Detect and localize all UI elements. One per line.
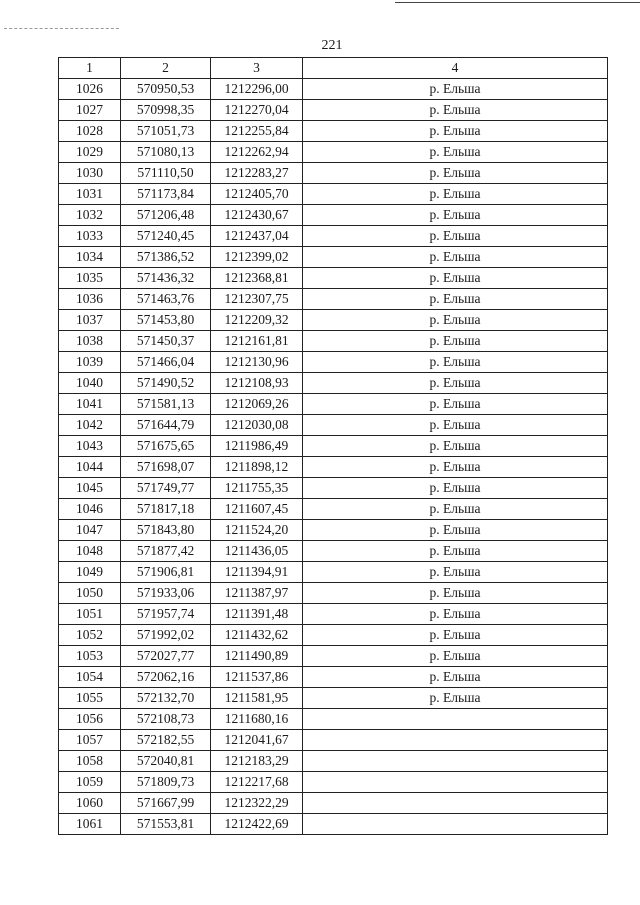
point-number-cell: 1036 — [59, 289, 121, 310]
table-row — [59, 226, 608, 247]
y-coordinate-cell: 1211537,86 — [211, 667, 303, 688]
x-coordinate-cell: 571173,84 — [121, 184, 211, 205]
x-coordinate-cell: 571809,73 — [121, 772, 211, 793]
y-coordinate-cell: 1212283,27 — [211, 163, 303, 184]
point-number-cell: 1042 — [59, 415, 121, 436]
x-coordinate-cell: 571490,52 — [121, 373, 211, 394]
y-coordinate-cell: 1211986,49 — [211, 436, 303, 457]
y-coordinate-cell: 1211490,89 — [211, 646, 303, 667]
description-cell — [303, 814, 608, 835]
point-number-cell: 1030 — [59, 163, 121, 184]
y-coordinate-cell: 1211436,05 — [211, 541, 303, 562]
table-row — [59, 436, 608, 457]
y-coordinate-cell: 1212399,02 — [211, 247, 303, 268]
description-cell: р. Ельша — [303, 142, 608, 163]
table-row — [59, 205, 608, 226]
description-cell: р. Ельша — [303, 226, 608, 247]
y-coordinate-cell: 1212041,67 — [211, 730, 303, 751]
point-number-cell: 1061 — [59, 814, 121, 835]
y-coordinate-cell: 1212307,75 — [211, 289, 303, 310]
y-coordinate-cell: 1212161,81 — [211, 331, 303, 352]
point-number-cell: 1052 — [59, 625, 121, 646]
table-row — [59, 793, 608, 814]
x-coordinate-cell: 571080,13 — [121, 142, 211, 163]
point-number-cell: 1050 — [59, 583, 121, 604]
x-coordinate-cell: 571698,07 — [121, 457, 211, 478]
point-number-cell: 1046 — [59, 499, 121, 520]
y-coordinate-cell: 1212270,04 — [211, 100, 303, 121]
y-coordinate-cell: 1212255,84 — [211, 121, 303, 142]
table-row — [59, 415, 608, 436]
description-cell: р. Ельша — [303, 478, 608, 499]
point-number-cell: 1055 — [59, 688, 121, 709]
point-number-cell: 1047 — [59, 520, 121, 541]
description-cell: р. Ельша — [303, 352, 608, 373]
point-number-cell: 1029 — [59, 142, 121, 163]
description-cell: р. Ельша — [303, 205, 608, 226]
table-row — [59, 394, 608, 415]
table-row — [59, 142, 608, 163]
description-cell — [303, 730, 608, 751]
x-coordinate-cell: 571240,45 — [121, 226, 211, 247]
x-coordinate-cell: 571581,13 — [121, 394, 211, 415]
point-number-cell: 1040 — [59, 373, 121, 394]
table-row — [59, 562, 608, 583]
description-cell: р. Ельша — [303, 520, 608, 541]
x-coordinate-cell: 571957,74 — [121, 604, 211, 625]
x-coordinate-cell: 572132,70 — [121, 688, 211, 709]
table-row — [59, 625, 608, 646]
point-number-cell: 1033 — [59, 226, 121, 247]
description-cell: р. Ельша — [303, 604, 608, 625]
description-cell: р. Ельша — [303, 100, 608, 121]
table-row — [59, 457, 608, 478]
table-row — [59, 184, 608, 205]
y-coordinate-cell: 1212322,29 — [211, 793, 303, 814]
y-coordinate-cell: 1212368,81 — [211, 268, 303, 289]
description-cell: р. Ельша — [303, 163, 608, 184]
x-coordinate-cell: 571675,65 — [121, 436, 211, 457]
description-cell: р. Ельша — [303, 373, 608, 394]
x-coordinate-cell: 571110,50 — [121, 163, 211, 184]
x-coordinate-cell: 571933,06 — [121, 583, 211, 604]
description-cell — [303, 793, 608, 814]
y-coordinate-cell: 1211755,35 — [211, 478, 303, 499]
table-row — [59, 352, 608, 373]
point-number-cell: 1044 — [59, 457, 121, 478]
description-cell: р. Ельша — [303, 499, 608, 520]
description-cell: р. Ельша — [303, 562, 608, 583]
point-number-cell: 1054 — [59, 667, 121, 688]
x-coordinate-cell: 571843,80 — [121, 520, 211, 541]
point-number-cell: 1037 — [59, 310, 121, 331]
description-cell — [303, 751, 608, 772]
table-row — [59, 667, 608, 688]
x-coordinate-cell: 571436,32 — [121, 268, 211, 289]
point-number-cell: 1038 — [59, 331, 121, 352]
coordinates-table — [58, 57, 608, 835]
point-number-cell: 1034 — [59, 247, 121, 268]
y-coordinate-cell: 1211898,12 — [211, 457, 303, 478]
x-coordinate-cell: 571463,76 — [121, 289, 211, 310]
top-rule — [395, 2, 640, 3]
y-coordinate-cell: 1211581,95 — [211, 688, 303, 709]
y-coordinate-cell: 1211391,48 — [211, 604, 303, 625]
y-coordinate-cell: 1212108,93 — [211, 373, 303, 394]
table-row — [59, 604, 608, 625]
point-number-cell: 1041 — [59, 394, 121, 415]
point-number-cell: 1032 — [59, 205, 121, 226]
y-coordinate-cell: 1212209,32 — [211, 310, 303, 331]
table-row — [59, 478, 608, 499]
table-row — [59, 79, 608, 100]
table-row — [59, 709, 608, 730]
x-coordinate-cell: 572062,16 — [121, 667, 211, 688]
description-cell: р. Ельша — [303, 667, 608, 688]
table-row — [59, 289, 608, 310]
table-row — [59, 331, 608, 352]
x-coordinate-cell: 571453,80 — [121, 310, 211, 331]
column-header-y: 3 — [211, 58, 303, 79]
page-number: 221 — [321, 38, 343, 53]
x-coordinate-cell: 571644,79 — [121, 415, 211, 436]
x-coordinate-cell: 572027,77 — [121, 646, 211, 667]
table-row — [59, 121, 608, 142]
description-cell: р. Ельша — [303, 625, 608, 646]
column-header-x: 2 — [121, 58, 211, 79]
description-cell: р. Ельша — [303, 394, 608, 415]
description-cell: р. Ельша — [303, 121, 608, 142]
y-coordinate-cell: 1212262,94 — [211, 142, 303, 163]
point-number-cell: 1027 — [59, 100, 121, 121]
x-coordinate-cell: 571051,73 — [121, 121, 211, 142]
table-row — [59, 730, 608, 751]
table-row — [59, 100, 608, 121]
description-cell: р. Ельша — [303, 436, 608, 457]
table-row — [59, 520, 608, 541]
description-cell: р. Ельша — [303, 79, 608, 100]
y-coordinate-cell: 1211607,45 — [211, 499, 303, 520]
point-number-cell: 1059 — [59, 772, 121, 793]
x-coordinate-cell: 571749,77 — [121, 478, 211, 499]
description-cell: р. Ельша — [303, 184, 608, 205]
x-coordinate-cell: 571553,81 — [121, 814, 211, 835]
point-number-cell: 1045 — [59, 478, 121, 499]
y-coordinate-cell: 1211524,20 — [211, 520, 303, 541]
point-number-cell: 1051 — [59, 604, 121, 625]
y-coordinate-cell: 1212405,70 — [211, 184, 303, 205]
table-row — [59, 247, 608, 268]
table-row — [59, 268, 608, 289]
table-row — [59, 772, 608, 793]
description-cell: р. Ельша — [303, 415, 608, 436]
y-coordinate-cell: 1211394,91 — [211, 562, 303, 583]
y-coordinate-cell: 1211432,62 — [211, 625, 303, 646]
table-row — [59, 583, 608, 604]
point-number-cell: 1028 — [59, 121, 121, 142]
table-row — [59, 541, 608, 562]
point-number-cell: 1053 — [59, 646, 121, 667]
description-cell: р. Ельша — [303, 583, 608, 604]
point-number-cell: 1039 — [59, 352, 121, 373]
y-coordinate-cell: 1212430,67 — [211, 205, 303, 226]
x-coordinate-cell: 571450,37 — [121, 331, 211, 352]
corner-mark — [4, 28, 119, 29]
y-coordinate-cell: 1212069,26 — [211, 394, 303, 415]
description-cell: р. Ельша — [303, 646, 608, 667]
column-header-number: 1 — [59, 58, 121, 79]
description-cell: р. Ельша — [303, 310, 608, 331]
y-coordinate-cell: 1212296,00 — [211, 79, 303, 100]
description-cell: р. Ельша — [303, 541, 608, 562]
x-coordinate-cell: 571817,18 — [121, 499, 211, 520]
x-coordinate-cell: 570950,53 — [121, 79, 211, 100]
y-coordinate-cell: 1212030,08 — [211, 415, 303, 436]
column-header-description: 4 — [303, 58, 608, 79]
point-number-cell: 1049 — [59, 562, 121, 583]
point-number-cell: 1035 — [59, 268, 121, 289]
point-number-cell: 1056 — [59, 709, 121, 730]
description-cell — [303, 772, 608, 793]
description-cell — [303, 709, 608, 730]
description-cell: р. Ельша — [303, 457, 608, 478]
x-coordinate-cell: 570998,35 — [121, 100, 211, 121]
y-coordinate-cell: 1212130,96 — [211, 352, 303, 373]
table-row — [59, 373, 608, 394]
y-coordinate-cell: 1212437,04 — [211, 226, 303, 247]
point-number-cell: 1048 — [59, 541, 121, 562]
x-coordinate-cell: 571466,04 — [121, 352, 211, 373]
x-coordinate-cell: 572040,81 — [121, 751, 211, 772]
table-row — [59, 310, 608, 331]
point-number-cell: 1060 — [59, 793, 121, 814]
table-body — [59, 79, 608, 835]
y-coordinate-cell: 1211387,97 — [211, 583, 303, 604]
x-coordinate-cell: 571877,42 — [121, 541, 211, 562]
x-coordinate-cell: 572182,55 — [121, 730, 211, 751]
point-number-cell: 1057 — [59, 730, 121, 751]
table-row — [59, 499, 608, 520]
description-cell: р. Ельша — [303, 688, 608, 709]
table-row — [59, 814, 608, 835]
x-coordinate-cell: 571992,02 — [121, 625, 211, 646]
x-coordinate-cell: 571206,48 — [121, 205, 211, 226]
table-row — [59, 688, 608, 709]
table-row — [59, 646, 608, 667]
point-number-cell: 1058 — [59, 751, 121, 772]
x-coordinate-cell: 571667,99 — [121, 793, 211, 814]
point-number-cell: 1043 — [59, 436, 121, 457]
point-number-cell: 1026 — [59, 79, 121, 100]
x-coordinate-cell: 571906,81 — [121, 562, 211, 583]
table-header-row — [59, 58, 608, 79]
table-row — [59, 751, 608, 772]
y-coordinate-cell: 1212422,69 — [211, 814, 303, 835]
x-coordinate-cell: 572108,73 — [121, 709, 211, 730]
y-coordinate-cell: 1212217,68 — [211, 772, 303, 793]
description-cell: р. Ельша — [303, 289, 608, 310]
x-coordinate-cell: 571386,52 — [121, 247, 211, 268]
y-coordinate-cell: 1211680,16 — [211, 709, 303, 730]
description-cell: р. Ельша — [303, 247, 608, 268]
description-cell: р. Ельша — [303, 331, 608, 352]
description-cell: р. Ельша — [303, 268, 608, 289]
table-row — [59, 163, 608, 184]
y-coordinate-cell: 1212183,29 — [211, 751, 303, 772]
point-number-cell: 1031 — [59, 184, 121, 205]
